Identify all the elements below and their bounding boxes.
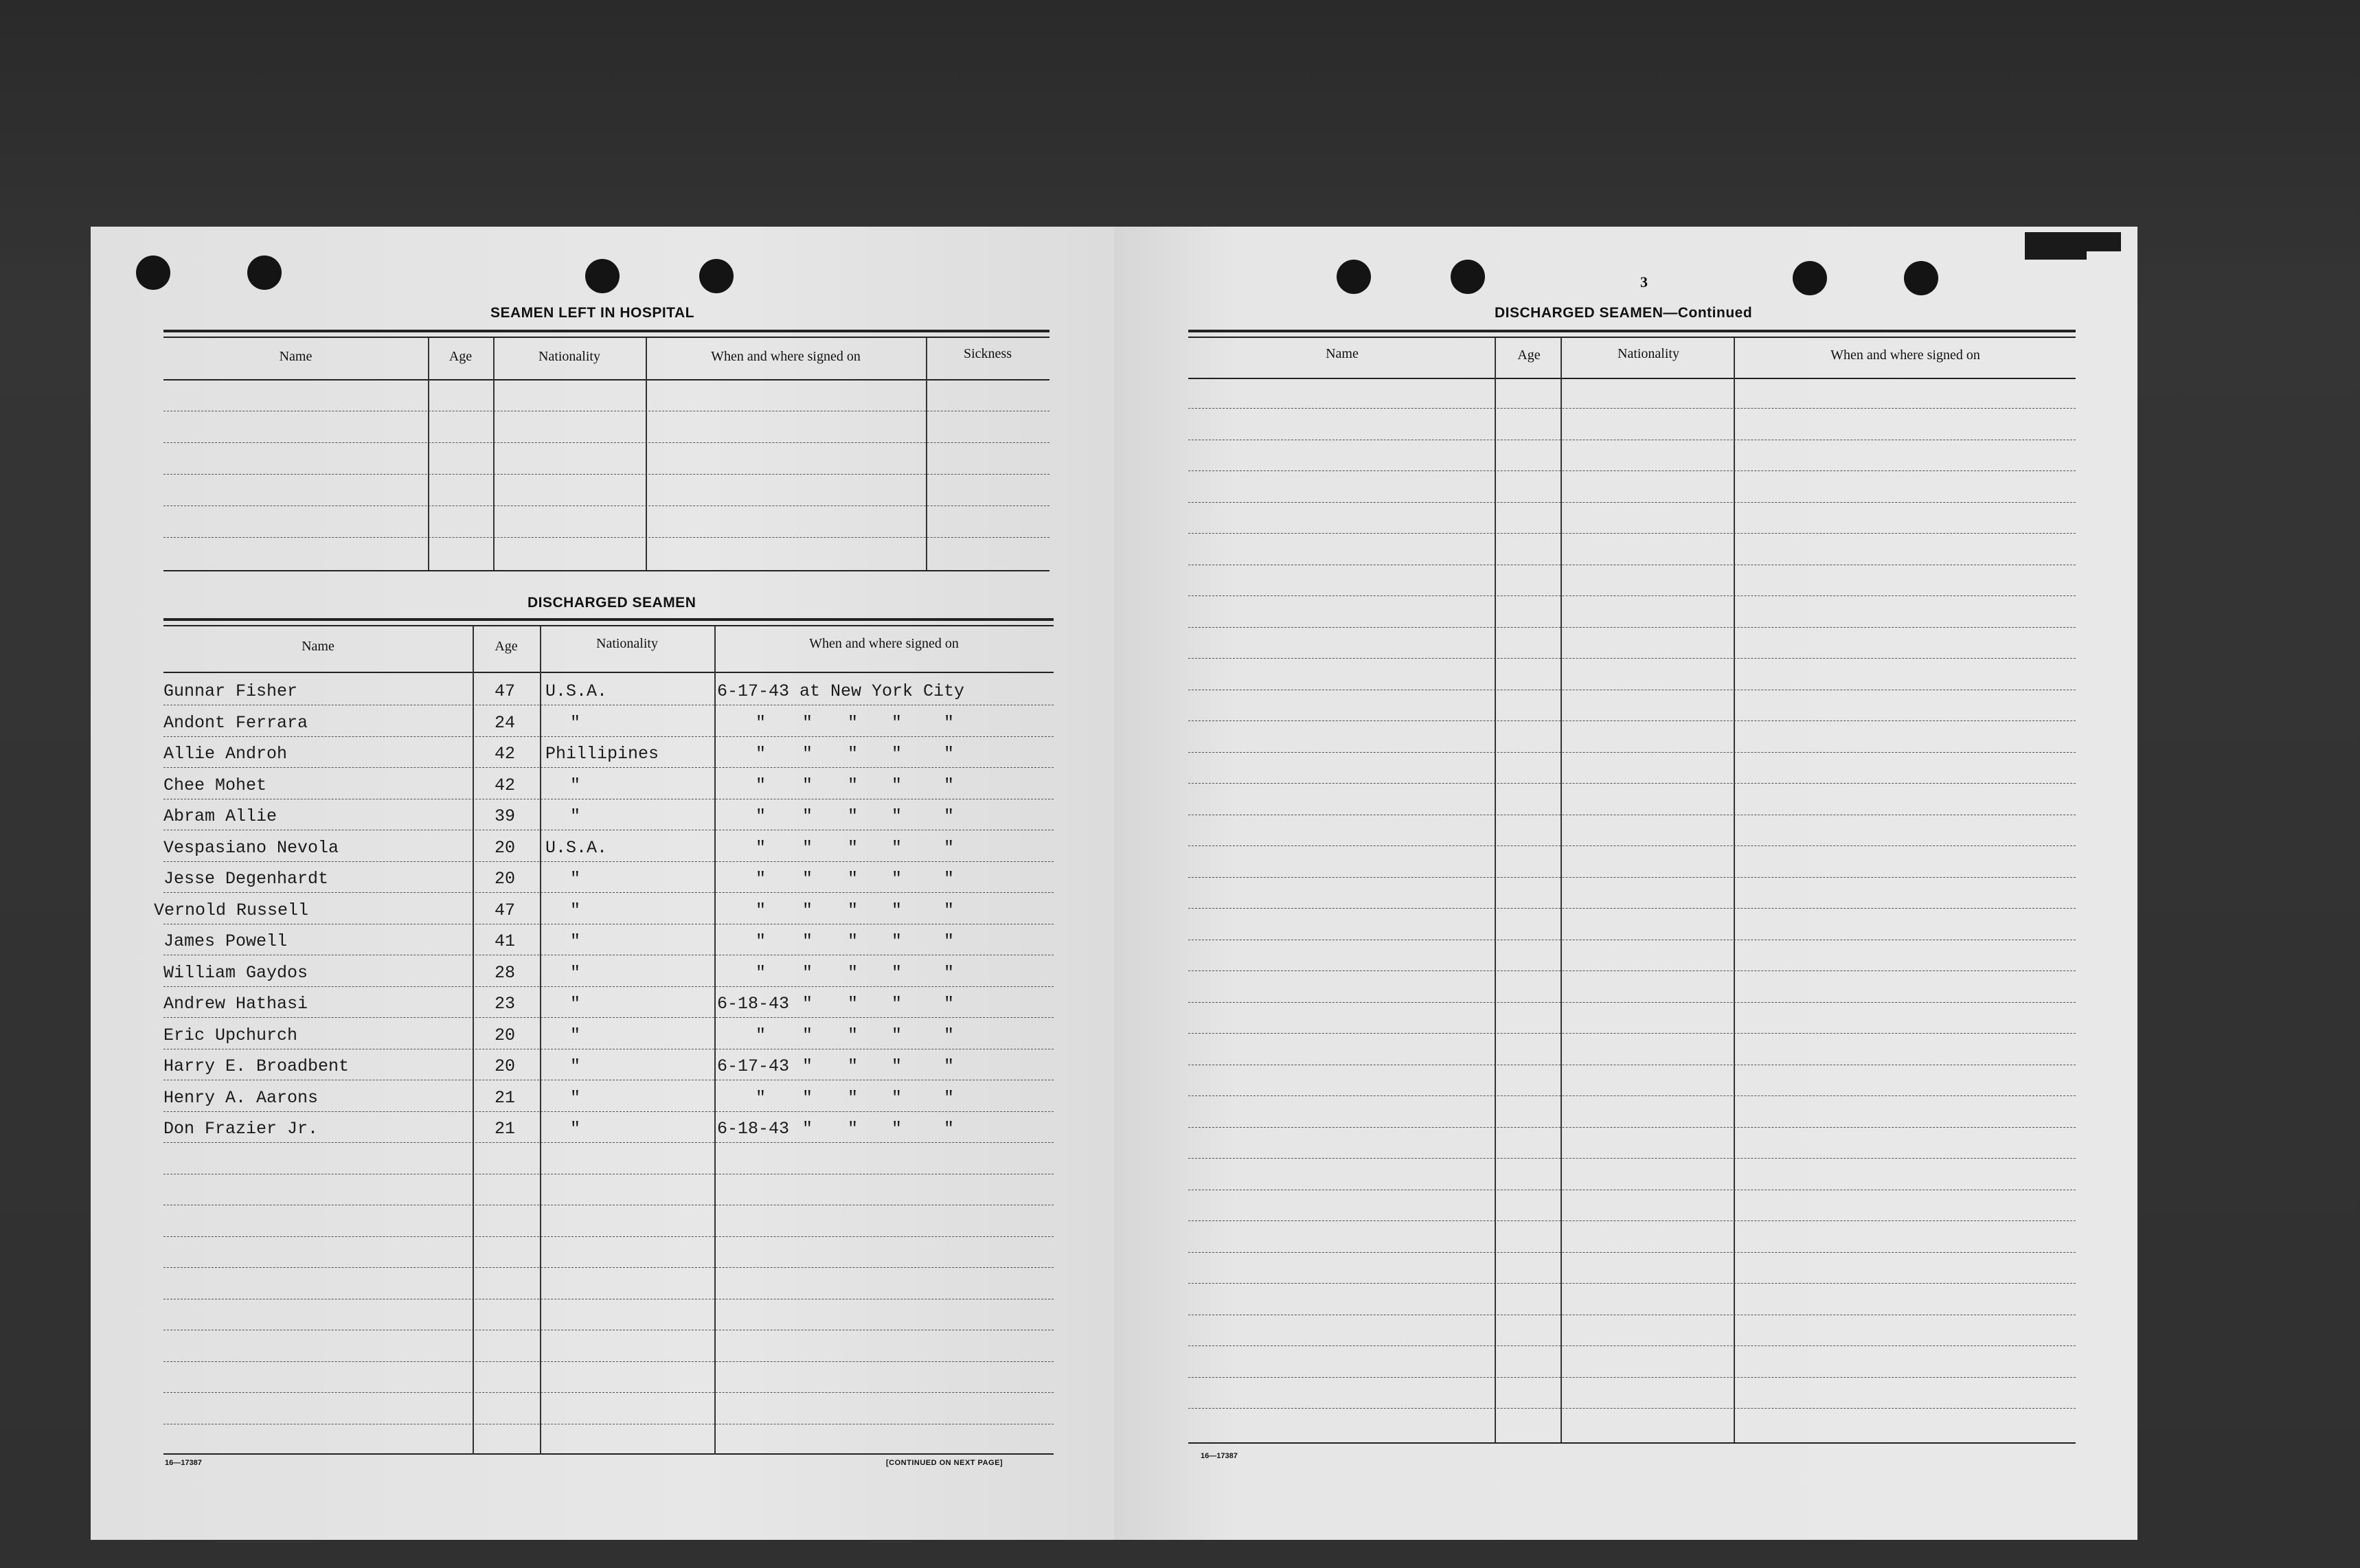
hospital-header-name: Name xyxy=(279,349,313,364)
punch-hole xyxy=(1337,260,1371,294)
ditto-mark: " xyxy=(848,1088,859,1108)
right-row-line xyxy=(1188,1252,2076,1253)
ditto-mark: " xyxy=(848,931,859,951)
right-row-line xyxy=(1188,408,2076,409)
hospital-header-age: Age xyxy=(449,349,473,364)
discharged-age-cell: 20 xyxy=(495,1025,516,1045)
discharged-name-cell: Vernold Russell xyxy=(154,900,309,920)
ditto-mark: " xyxy=(944,838,955,858)
ditto-mark: " xyxy=(802,994,813,1014)
discharged-age-cell: 41 xyxy=(495,931,516,951)
discharged-nationality-cell: " xyxy=(570,900,581,920)
ditto-mark: " xyxy=(802,931,813,951)
right-header-nationality: Nationality xyxy=(1618,346,1679,361)
ditto-mark: " xyxy=(848,744,859,764)
ditto-mark: " xyxy=(892,900,903,920)
discharged-signed-on-cell: 6-18-43 xyxy=(717,994,790,1014)
ditto-mark: " xyxy=(944,775,955,795)
discharged-nationality-cell: " xyxy=(570,994,581,1014)
ditto-mark: " xyxy=(756,838,767,858)
discharged-table-top-rule-2 xyxy=(163,625,1054,626)
discharged-header-rule xyxy=(163,672,1054,673)
hospital-table-bottom-rule xyxy=(163,570,1049,571)
ditto-mark: " xyxy=(848,1056,859,1076)
ditto-mark: " xyxy=(802,775,813,795)
hospital-row-line xyxy=(163,474,1049,475)
right-row-line xyxy=(1188,1127,2076,1128)
hospital-header-rule xyxy=(163,379,1049,380)
discharged-col-divider xyxy=(540,626,541,1455)
right-row-line xyxy=(1188,908,2076,909)
ditto-mark: " xyxy=(944,1025,955,1045)
right-row-line xyxy=(1188,845,2076,846)
discharged-age-cell: 20 xyxy=(495,869,516,889)
discharged-age-cell: 23 xyxy=(495,994,516,1014)
right-table-top-rule xyxy=(1188,330,2076,332)
ditto-mark: " xyxy=(756,931,767,951)
discharged-row-line xyxy=(163,1142,1054,1143)
ditto-mark: " xyxy=(892,963,903,983)
discharged-age-cell: 42 xyxy=(495,744,516,764)
punch-hole xyxy=(585,259,620,293)
right-row-line xyxy=(1188,1095,2076,1096)
right-form-code: 16—17387 xyxy=(1201,1452,1238,1460)
discharged-age-cell: 20 xyxy=(495,838,516,858)
ditto-mark: " xyxy=(848,838,859,858)
discharged-age-cell: 21 xyxy=(495,1119,516,1139)
ditto-mark: " xyxy=(944,994,955,1014)
ditto-mark: " xyxy=(892,1056,903,1076)
ditto-mark: " xyxy=(756,806,767,826)
discharged-signed-on-cell: 6-18-43 xyxy=(717,1119,790,1139)
ditto-mark: " xyxy=(944,744,955,764)
right-table-top-rule-2 xyxy=(1188,337,2076,338)
ditto-mark: " xyxy=(944,1119,955,1139)
ditto-mark: " xyxy=(756,869,767,889)
left-form-code: 16—17387 xyxy=(165,1459,202,1467)
discharged-nationality-cell: " xyxy=(570,1119,581,1139)
discharged-nationality-cell: U.S.A. xyxy=(545,681,608,701)
discharged-row-line xyxy=(163,892,1054,893)
discharged-name-cell: James Powell xyxy=(163,931,288,951)
ditto-mark: " xyxy=(756,900,767,920)
ditto-mark: " xyxy=(756,775,767,795)
ditto-mark: " xyxy=(944,713,955,733)
discharged-age-cell: 20 xyxy=(495,1056,516,1076)
ditto-mark: " xyxy=(802,1025,813,1045)
right-header-age: Age xyxy=(1517,348,1541,363)
ditto-mark: " xyxy=(848,869,859,889)
right-col-divider xyxy=(1561,338,1562,1442)
ditto-mark: " xyxy=(944,806,955,826)
ditto-mark: " xyxy=(892,838,903,858)
discharged-section-title: DISCHARGED SEAMEN xyxy=(527,595,696,611)
hospital-row-line xyxy=(163,537,1049,538)
continued-note: [CONTINUED ON NEXT PAGE] xyxy=(886,1459,1003,1467)
right-row-line xyxy=(1188,752,2076,753)
discharged-nationality-cell: Phillipines xyxy=(545,744,659,764)
ditto-mark: " xyxy=(756,1025,767,1045)
hospital-section-title: SEAMEN LEFT IN HOSPITAL xyxy=(490,305,694,321)
discharged-row-line xyxy=(163,1361,1054,1362)
discharged-table-bottom-rule xyxy=(163,1453,1054,1455)
right-row-line xyxy=(1188,1408,2076,1409)
ditto-mark: " xyxy=(892,713,903,733)
discharged-nationality-cell: " xyxy=(570,963,581,983)
ditto-mark: " xyxy=(802,838,813,858)
discharged-age-cell: 47 xyxy=(495,900,516,920)
discharged-name-cell: Gunnar Fisher xyxy=(163,681,298,701)
right-row-line xyxy=(1188,1377,2076,1378)
right-row-line xyxy=(1188,877,2076,878)
discharged-age-cell: 21 xyxy=(495,1088,516,1108)
right-page xyxy=(1114,227,2137,1540)
punch-hole xyxy=(699,259,734,293)
ditto-mark: " xyxy=(892,931,903,951)
ditto-mark: " xyxy=(848,713,859,733)
right-row-line xyxy=(1188,783,2076,784)
discharged-row-line xyxy=(163,986,1054,987)
hospital-col-divider xyxy=(926,338,927,570)
punch-hole xyxy=(136,255,170,290)
discharged-nationality-cell: " xyxy=(570,1056,581,1076)
ditto-mark: " xyxy=(848,963,859,983)
discharged-age-cell: 47 xyxy=(495,681,516,701)
discharged-name-cell: William Gaydos xyxy=(163,963,308,983)
right-col-divider xyxy=(1495,338,1496,1442)
right-row-line xyxy=(1188,1283,2076,1284)
hospital-row-line xyxy=(163,442,1049,443)
hospital-col-divider xyxy=(493,338,495,570)
ditto-mark: " xyxy=(802,1088,813,1108)
ditto-mark: " xyxy=(892,1119,903,1139)
right-row-line xyxy=(1188,470,2076,471)
punch-hole xyxy=(1904,261,1938,295)
ditto-mark: " xyxy=(756,1088,767,1108)
ditto-mark: " xyxy=(892,1025,903,1045)
ditto-mark: " xyxy=(892,1088,903,1108)
right-row-line xyxy=(1188,1002,2076,1003)
discharged-nationality-cell: " xyxy=(570,1088,581,1108)
ditto-mark: " xyxy=(848,806,859,826)
ditto-mark: " xyxy=(756,713,767,733)
discharged-age-cell: 24 xyxy=(495,713,516,733)
discharged-nationality-cell: " xyxy=(570,931,581,951)
ditto-mark: " xyxy=(892,744,903,764)
discharged-name-cell: Chee Mohet xyxy=(163,775,267,795)
discharged-name-cell: Eric Upchurch xyxy=(163,1025,298,1045)
discharged-row-line xyxy=(163,1392,1054,1393)
right-header-signed-on: When and where signed on xyxy=(1830,348,1980,363)
ditto-mark: " xyxy=(848,775,859,795)
right-row-line xyxy=(1188,502,2076,503)
discharged-row-line xyxy=(163,861,1054,862)
ditto-mark: " xyxy=(802,806,813,826)
right-row-line xyxy=(1188,627,2076,628)
ditto-mark: " xyxy=(944,931,955,951)
right-row-line xyxy=(1188,533,2076,534)
ditto-mark: " xyxy=(802,744,813,764)
hospital-header-sickness: Sickness xyxy=(964,346,1012,361)
ditto-mark: " xyxy=(802,963,813,983)
ditto-mark: " xyxy=(756,744,767,764)
discharged-name-cell: Abram Allie xyxy=(163,806,277,826)
ditto-mark: " xyxy=(802,1119,813,1139)
discharged-table-top-rule xyxy=(163,618,1054,621)
right-row-line xyxy=(1188,595,2076,596)
discharged-nationality-cell: U.S.A. xyxy=(545,838,608,858)
hospital-table-top-rule-2 xyxy=(163,337,1049,338)
discharged-nationality-cell: " xyxy=(570,869,581,889)
ditto-mark: " xyxy=(944,869,955,889)
ditto-mark: " xyxy=(802,900,813,920)
ditto-mark: " xyxy=(944,900,955,920)
hospital-header-nationality: Nationality xyxy=(538,349,600,364)
ditto-mark: " xyxy=(892,775,903,795)
discharged-row-line xyxy=(163,736,1054,737)
discharged-nationality-cell: " xyxy=(570,713,581,733)
ditto-mark: " xyxy=(802,869,813,889)
discharged-col-divider xyxy=(714,626,716,1455)
ditto-mark: " xyxy=(848,1025,859,1045)
discharged-header-age: Age xyxy=(495,639,518,654)
right-row-line xyxy=(1188,970,2076,971)
ditto-mark: " xyxy=(756,963,767,983)
right-row-line xyxy=(1188,1345,2076,1346)
discharged-name-cell: Jesse Degenhardt xyxy=(163,869,329,889)
right-col-divider xyxy=(1734,338,1735,1442)
discharged-row-line xyxy=(163,1236,1054,1237)
discharged-name-cell: Allie Androh xyxy=(163,744,288,764)
right-row-line xyxy=(1188,1033,2076,1034)
hospital-row-line xyxy=(163,505,1049,506)
right-row-line xyxy=(1188,1220,2076,1221)
discharged-name-cell: Don Frazier Jr. xyxy=(163,1119,319,1139)
right-section-title: DISCHARGED SEAMEN—Continued xyxy=(1495,305,1753,321)
discharged-row-line xyxy=(163,1267,1054,1268)
discharged-row-line xyxy=(163,1017,1054,1018)
hospital-header-signed-on: When and where signed on xyxy=(711,349,861,364)
ditto-mark: " xyxy=(892,994,903,1014)
ditto-mark: " xyxy=(892,806,903,826)
right-row-line xyxy=(1188,720,2076,721)
ditto-mark: " xyxy=(892,869,903,889)
discharged-row-line xyxy=(163,1111,1054,1112)
page-tab-marker-2 xyxy=(2087,232,2121,251)
punch-hole xyxy=(1793,261,1827,295)
discharged-signed-on-cell: 6-17-43 at New York City xyxy=(717,681,965,701)
right-header-rule xyxy=(1188,378,2076,379)
page-number: 3 xyxy=(1640,273,1648,291)
discharged-header-signed-on: When and where signed on xyxy=(809,636,959,651)
ditto-mark: " xyxy=(802,1056,813,1076)
hospital-col-divider xyxy=(428,338,429,570)
ditto-mark: " xyxy=(944,1056,955,1076)
right-row-line xyxy=(1188,658,2076,659)
punch-hole xyxy=(1451,260,1485,294)
right-header-name: Name xyxy=(1326,346,1359,361)
page-tab-marker xyxy=(2025,232,2087,260)
hospital-table-top-rule xyxy=(163,330,1049,332)
discharged-row-line xyxy=(163,767,1054,768)
ditto-mark: " xyxy=(944,963,955,983)
discharged-nationality-cell: " xyxy=(570,1025,581,1045)
discharged-name-cell: Henry A. Aarons xyxy=(163,1088,319,1108)
discharged-nationality-cell: " xyxy=(570,775,581,795)
punch-hole xyxy=(247,255,282,290)
ditto-mark: " xyxy=(802,713,813,733)
discharged-name-cell: Andrew Hathasi xyxy=(163,994,308,1014)
ditto-mark: " xyxy=(848,1119,859,1139)
discharged-header-nationality: Nationality xyxy=(596,636,658,651)
discharged-name-cell: Vespasiano Nevola xyxy=(163,838,339,858)
ditto-mark: " xyxy=(848,900,859,920)
discharged-name-cell: Andont Ferrara xyxy=(163,713,308,733)
discharged-age-cell: 42 xyxy=(495,775,516,795)
ditto-mark: " xyxy=(944,1088,955,1108)
discharged-nationality-cell: " xyxy=(570,806,581,826)
right-table-bottom-rule xyxy=(1188,1442,2076,1444)
discharged-name-cell: Harry E. Broadbent xyxy=(163,1056,350,1076)
right-row-line xyxy=(1188,1158,2076,1159)
discharged-header-name: Name xyxy=(302,639,334,654)
ditto-mark: " xyxy=(848,994,859,1014)
discharged-age-cell: 39 xyxy=(495,806,516,826)
hospital-col-divider xyxy=(646,338,647,570)
discharged-age-cell: 28 xyxy=(495,963,516,983)
discharged-signed-on-cell: 6-17-43 xyxy=(717,1056,790,1076)
discharged-col-divider xyxy=(473,626,474,1455)
